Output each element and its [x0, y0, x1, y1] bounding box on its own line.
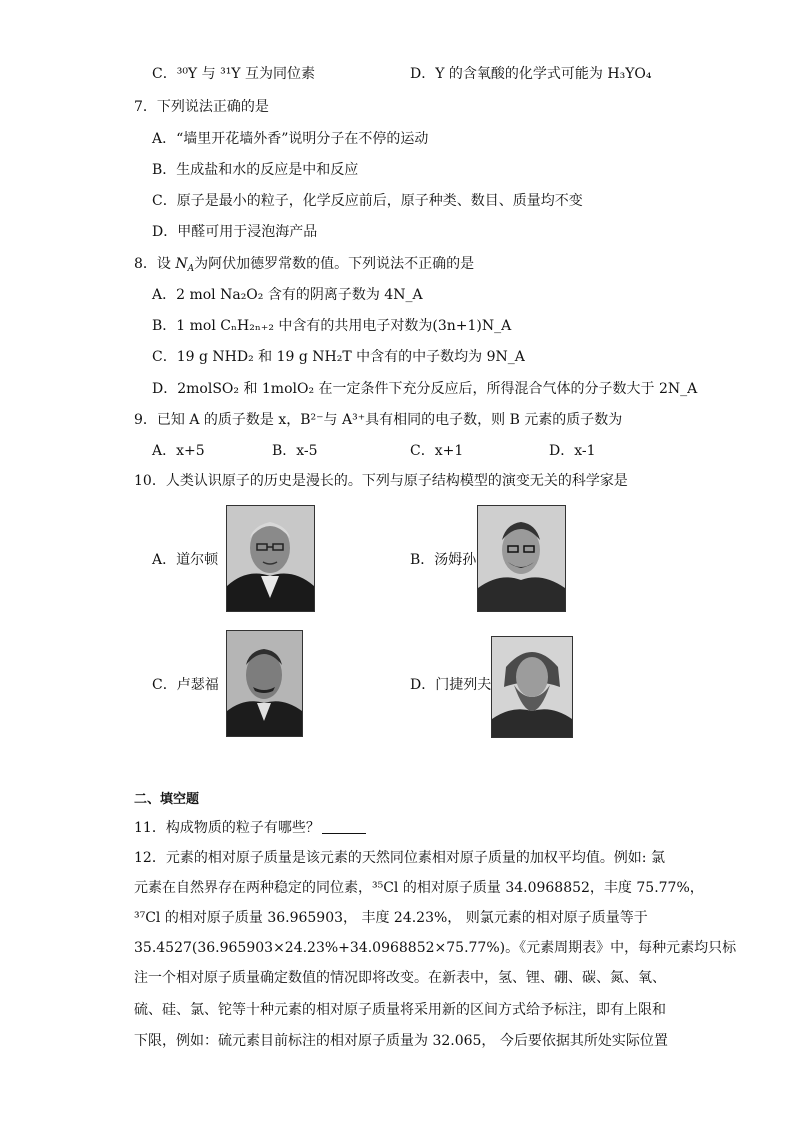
portrait-rutherford-image	[226, 630, 303, 737]
portrait-mendeleev-image	[491, 636, 573, 738]
q7-option-a: A．“墙里开花墙外香”说明分子在不停的运动	[152, 131, 429, 147]
q8-option-b: B．1 mol CₙH₂ₙ₊₂ 中含有的共用电子对数为(3n+1)N_A	[152, 318, 512, 334]
q10-stem: 10．人类认识原子的历史是漫长的。下列与原子结构模型的演变无关的科学家是	[134, 473, 628, 489]
q9-stem: 9．已知 A 的质子数是 x，B²⁻与 A³⁺具有相同的电子数，则 B 元素的质子数为	[134, 412, 623, 428]
q12-line-7: 下限，例如：硫元素目前标注的相对原子质量为 32.065， 今后要依据其所处实际位置	[134, 1033, 668, 1049]
q10-option-c: C．卢瑟福	[152, 677, 219, 693]
q11-answer-blank[interactable]	[322, 819, 366, 834]
q8-stem-prefix: 8．设	[134, 256, 176, 272]
q9-option-d: D．x-1	[549, 443, 596, 459]
q11-stem-text: 11．构成物质的粒子有哪些？	[134, 820, 320, 836]
q9-option-a: A．x+5	[152, 443, 205, 459]
q12-line-6: 硫、硅、氯、铊等十种元素的相对原子质量将采用新的区间方式给予标注，即有上限和	[134, 1002, 666, 1018]
q10-option-b: B．汤姆孙	[410, 552, 477, 568]
q9-option-b: B．x-5	[272, 443, 318, 459]
q10-option-a: A．道尔顿	[152, 552, 219, 568]
portrait-thomson-image	[477, 505, 566, 612]
q6-option-c: C．³⁰Y 与 ³¹Y 互为同位素	[152, 66, 315, 82]
section-title-fill-blank: 二、填空题	[134, 792, 200, 807]
q11-stem	[134, 818, 366, 838]
q12-line-2: 元素在自然界存在两种稳定的同位素，³⁵Cl 的相对原子质量 34.0968852，丰度 75.77%，	[134, 880, 704, 896]
q8-stem-var-sub: A	[187, 264, 195, 274]
q8-stem-suffix: 为阿伏加德罗常数的值。下列说法不正确的是	[194, 256, 475, 272]
q12-line-4: 35.4527(36.965903×24.23%+34.0968852×75.77%)。《元素周期表》中，每种元素均只标	[134, 940, 737, 956]
q6-option-d: D．Y 的含氧酸的化学式可能为 H₃YO₄	[410, 66, 652, 82]
q8-stem	[134, 254, 474, 279]
q8-option-d: D．2molSO₂ 和 1molO₂ 在一定条件下充分反应后，所得混合气体的分子数大于 2N_A	[152, 381, 698, 397]
q8-option-a: A．2 mol Na₂O₂ 含有的阴离子数为 4N_A	[152, 287, 423, 303]
q8-stem-var: N	[175, 256, 188, 272]
q7-option-c: C．原子是最小的粒子，化学反应前后，原子种类、数目、质量均不变	[152, 193, 583, 209]
q8-option-c: C．19 g NHD₂ 和 19 g NH₂T 中含有的中子数均为 9N_A	[152, 349, 525, 365]
q7-stem: 7．下列说法正确的是	[134, 99, 269, 115]
q7-option-d: D．甲醛可用于浸泡海产品	[152, 224, 318, 240]
q7-option-b: B．生成盐和水的反应是中和反应	[152, 162, 359, 178]
q12-line-1: 12．元素的相对原子质量是该元素的天然同位素相对原子质量的加权平均值。例如: 氯	[134, 850, 665, 866]
q12-line-5: 注一个相对原子质量确定数值的情况即将改变。在新表中，氢、锂、硼、碳、氮、氧、	[134, 970, 666, 986]
q9-option-c: C．x+1	[410, 443, 464, 459]
portrait-dalton-image	[226, 505, 315, 612]
q12-line-3: ³⁷Cl 的相对原子质量 36.965903， 丰度 24.23%， 则氯元素的相对原子质量等于	[134, 910, 648, 926]
q10-option-d: D．门捷列夫	[410, 677, 492, 693]
